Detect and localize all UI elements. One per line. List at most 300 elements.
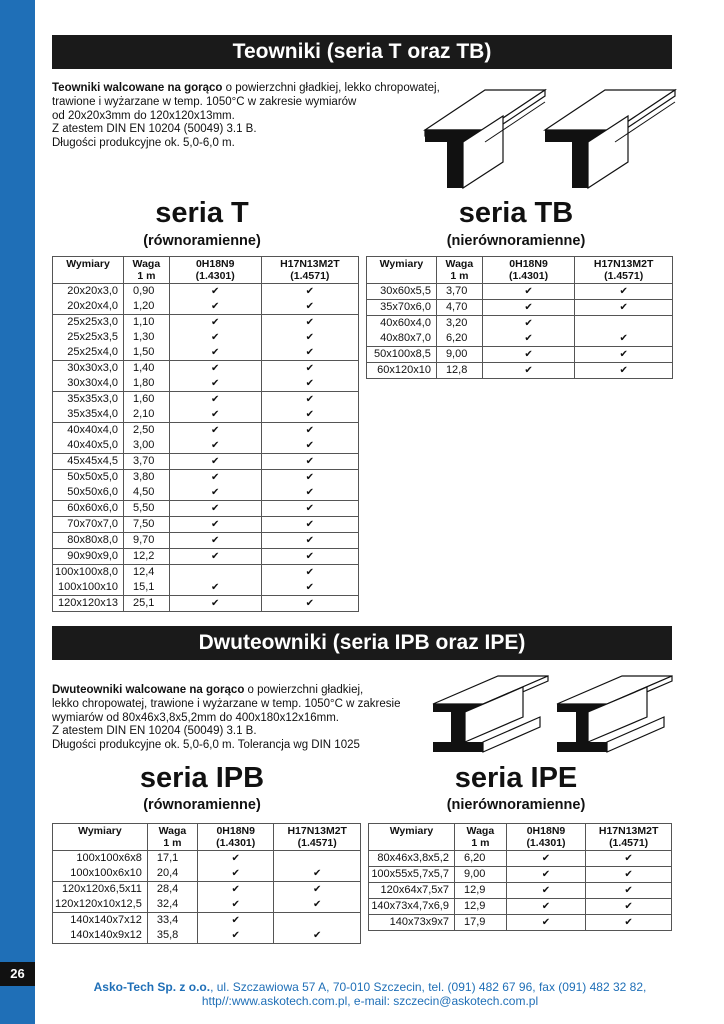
mat2-header-l1: H17N13M2T [280,258,340,270]
cell-dimensions: 120x120x10x12,5 [53,897,148,913]
series-tb-subtitle: (nierównoramienne) [446,233,586,249]
table-row [369,883,672,899]
check-icon: ✔ [624,901,633,912]
check-icon: ✔ [211,487,220,499]
cell-weight: 12,8 [436,363,482,379]
cell-dimensions: 40x40x4,0 [53,423,124,439]
cell-h17n13m2t [586,899,672,915]
check-icon: ✔ [305,440,315,452]
check-icon: ✔ [624,853,633,864]
cell-0h18n9 [482,347,575,363]
cell-h17n13m2t [261,580,358,596]
series-t-title: seria T [155,197,249,229]
cell-dimensions: 35x35x3,0 [53,392,124,408]
cell-0h18n9 [506,867,586,883]
weight-header-l2: 1 m [450,270,469,282]
intro-lead: Dwuteowniki walcowane na gorąco [52,684,245,696]
cell-dimensions: 80x46x3,8x5,2 [369,851,455,867]
mat2-header-l1: H17N13M2T [287,825,347,837]
cell-0h18n9 [169,315,261,331]
check-icon: ✔ [211,551,220,563]
check-icon: ✔ [305,301,315,312]
cell-dimensions: 100x100x6x8 [53,851,148,867]
check-icon: ✔ [305,425,315,437]
check-icon: ✔ [541,853,551,864]
cell-weight: 1,20 [124,299,170,315]
cell-h17n13m2t [274,897,361,913]
cell-weight: 4,50 [124,485,170,501]
cell-h17n13m2t [261,392,358,408]
cell-h17n13m2t [586,851,672,867]
check-icon: ✔ [305,567,315,579]
check-icon: ✔ [211,535,220,547]
cell-0h18n9 [506,883,586,899]
check-icon: ✔ [619,365,628,376]
col-header-0h18n9 [482,257,575,284]
cell-h17n13m2t [575,316,673,332]
table-row [367,331,673,347]
table-header-row [367,257,673,284]
table-body [53,851,361,944]
cell-0h18n9 [169,345,261,361]
company-name: Asko-Tech Sp. z o.o. [93,980,211,994]
check-icon: ✔ [211,456,220,468]
check-icon: ✔ [541,901,551,912]
cell-h17n13m2t [261,423,358,439]
check-icon: ✔ [305,503,315,515]
cell-0h18n9 [169,376,261,392]
col-header-h17n13m2t [575,257,673,284]
cell-0h18n9 [169,580,261,596]
col-header-dimensions: Wymiary [53,824,148,851]
check-icon: ✔ [211,409,220,421]
table-row [53,928,361,944]
col-header-weight [454,824,506,851]
cell-0h18n9 [482,316,575,332]
cell-weight: 2,10 [124,407,170,423]
table-row [367,316,673,332]
cell-0h18n9 [169,392,261,408]
cell-0h18n9 [169,596,261,612]
section-title-dwuteowniki: Dwuteowniki (seria IPB oraz IPE) [52,626,672,660]
check-icon: ✔ [305,535,315,547]
cell-h17n13m2t [261,284,358,300]
cell-h17n13m2t [261,517,358,533]
cell-weight: 4,70 [436,300,482,316]
cell-weight: 0,90 [124,284,170,300]
cell-dimensions: 140x140x7x12 [53,913,148,929]
cell-0h18n9 [198,897,274,913]
check-icon: ✔ [305,378,315,390]
mat1-header-l1: 0H18N9 [195,258,235,270]
table-row [53,407,359,423]
intro-line: wymiarów od 80x46x3,8x5,2mm do 400x180x12x16mm. [52,711,340,724]
col-header-0h18n9 [506,824,586,851]
check-icon: ✔ [541,917,551,928]
check-icon: ✔ [305,519,315,531]
cell-weight: 3,70 [124,454,170,470]
check-icon: ✔ [211,425,220,437]
intro-text: o powierzchni gładkiej, lekko chropowatej, [222,82,440,94]
intro-line: Z atestem DIN EN 10204 (50049) 3.1 B. [52,123,257,136]
cell-dimensions: 100x100x10 [53,580,124,596]
cell-weight: 5,50 [124,501,170,517]
cell-h17n13m2t [261,501,358,517]
cell-h17n13m2t [261,345,358,361]
cell-0h18n9 [169,407,261,423]
cell-0h18n9 [482,331,575,347]
check-icon: ✔ [231,899,240,910]
cell-h17n13m2t [575,347,673,363]
cell-0h18n9 [169,485,261,501]
cell-weight: 32,4 [147,897,197,913]
cell-weight: 7,50 [124,517,170,533]
check-icon: ✔ [211,317,220,328]
weight-header-l1: Waga [132,258,161,270]
check-icon: ✔ [211,301,220,312]
col-header-0h18n9 [198,824,274,851]
cell-dimensions: 25x25x3,5 [53,330,124,345]
cell-0h18n9 [169,470,261,486]
cell-0h18n9 [482,363,575,379]
table-series-ipb [52,823,361,944]
cell-weight: 1,80 [124,376,170,392]
cell-weight: 3,70 [436,284,482,300]
cell-dimensions: 35x35x4,0 [53,407,124,423]
check-icon: ✔ [541,885,551,896]
cell-h17n13m2t [261,376,358,392]
check-icon: ✔ [211,582,220,594]
weight-header-l2: 1 m [471,837,490,849]
cell-dimensions: 120x64x7,5x7 [369,883,455,899]
check-icon: ✔ [305,487,315,499]
check-icon: ✔ [305,472,315,484]
table-series-ipe [368,823,672,931]
check-icon: ✔ [211,347,220,359]
check-icon: ✔ [211,440,220,452]
cell-weight: 25,1 [124,596,170,612]
check-icon: ✔ [211,363,220,375]
cell-0h18n9 [506,899,586,915]
table-row [53,299,359,315]
table-row [369,867,672,883]
check-icon: ✔ [305,317,315,328]
cell-0h18n9 [506,915,586,931]
check-icon: ✔ [211,394,220,406]
cell-0h18n9 [169,454,261,470]
intro-line [52,684,400,698]
cell-dimensions: 100x100x8,0 [53,565,124,581]
series-t-subtitle: (równoramienne) [143,233,261,249]
check-icon: ✔ [231,884,240,895]
cell-weight: 9,00 [436,347,482,363]
cell-0h18n9 [169,299,261,315]
cell-h17n13m2t [261,470,358,486]
cell-h17n13m2t [274,866,361,882]
cell-weight: 1,40 [124,361,170,377]
mat1-header-l2: (1.4301) [508,270,549,282]
check-icon: ✔ [231,868,240,879]
cell-h17n13m2t [274,851,361,867]
cell-weight: 12,9 [454,899,506,915]
cell-0h18n9 [169,361,261,377]
cell-0h18n9 [198,913,274,929]
cell-0h18n9 [482,300,575,316]
tb-profile-illustration [535,80,715,195]
table-row [53,897,361,913]
table-row [369,851,672,867]
col-header-h17n13m2t [586,824,672,851]
check-icon: ✔ [313,930,322,941]
cell-dimensions: 40x40x5,0 [53,438,124,454]
check-icon: ✔ [624,885,633,896]
table-row [369,915,672,931]
weight-header-l2: 1 m [137,270,156,282]
check-icon: ✔ [524,302,533,313]
intro-line: Długości produkcyjne ok. 5,0-6,0 m. [52,137,235,150]
cell-dimensions: 50x100x8,5 [367,347,437,363]
intro-line: lekko chropowatej, trawione i wyżarzane w temp. 1050°C w zakresie [52,697,401,710]
cell-h17n13m2t [261,438,358,454]
cell-weight: 3,20 [436,316,482,332]
mat1-header-l1: 0H18N9 [526,825,566,837]
table-body [53,284,359,612]
col-header-dimensions: Wymiary [367,257,437,284]
footer-web-email[interactable]: http//:www.askotech.com.pl, e-mail: szczecin@askotech.com.pl [201,994,539,1008]
cell-dimensions: 35x70x6,0 [367,300,437,316]
cell-dimensions: 40x80x7,0 [367,331,437,347]
cell-h17n13m2t [586,867,672,883]
cell-weight: 1,30 [124,330,170,345]
table-row [53,517,359,533]
table-header-row [53,257,359,284]
mat1-header-l2: (1.4301) [195,270,235,282]
cell-dimensions: 140x140x9x12 [53,928,148,944]
cell-h17n13m2t [274,882,361,898]
check-icon: ✔ [619,349,628,360]
cell-dimensions: 50x50x6,0 [53,485,124,501]
table-series-t [52,256,359,612]
check-icon: ✔ [619,302,628,313]
section1-intro [52,82,440,151]
table-row [53,913,361,929]
check-icon: ✔ [619,286,628,297]
table-row [367,363,673,379]
cell-weight: 6,20 [454,851,506,867]
cell-dimensions: 120x120x13 [53,596,124,612]
left-sidebar-band [0,0,35,1024]
table-row [53,533,359,549]
cell-dimensions: 90x90x9,0 [53,549,124,565]
cell-weight: 17,9 [454,915,506,931]
cell-dimensions: 80x80x8,0 [53,533,124,549]
footer-line [50,980,690,994]
table-header-row [53,824,361,851]
cell-h17n13m2t [261,533,358,549]
series-ipe-subtitle: (nierównoramienne) [446,797,586,813]
check-icon: ✔ [313,899,322,910]
cell-h17n13m2t [261,454,358,470]
intro-line: trawione i wyżarzane w temp. 1050°C w zakresie wymiarów [52,95,357,108]
check-icon: ✔ [619,333,628,344]
cell-weight: 3,00 [124,438,170,454]
check-icon: ✔ [524,365,533,376]
cell-h17n13m2t [261,549,358,565]
cell-weight: 17,1 [147,851,197,867]
series-tb-title: seria TB [458,197,574,229]
cell-h17n13m2t [261,299,358,315]
cell-h17n13m2t [586,915,672,931]
col-header-dimensions: Wymiary [53,257,124,284]
cell-0h18n9 [169,284,261,300]
ipe-profile-illustration [552,672,702,762]
table-row [53,501,359,517]
cell-dimensions: 50x50x5,0 [53,470,124,486]
check-icon: ✔ [524,318,533,329]
series-ipb-subtitle: (równoramienne) [143,797,261,813]
check-icon: ✔ [524,286,533,297]
intro-line [52,82,440,96]
cell-h17n13m2t [261,565,358,581]
series-ipe-title: seria IPE [454,762,578,794]
weight-header-l2: 1 m [163,837,182,849]
cell-weight: 15,1 [124,580,170,596]
table-row [367,347,673,363]
cell-weight: 12,2 [124,549,170,565]
mat2-header-l2: (1.4571) [609,837,649,849]
cell-weight: 28,4 [147,882,197,898]
check-icon: ✔ [231,930,240,941]
cell-dimensions: 100x55x5,7x5,7 [369,867,455,883]
cell-dimensions: 40x60x4,0 [367,316,437,332]
table-row [53,580,359,596]
mat1-header-l1: 0H18N9 [509,258,548,270]
cell-0h18n9 [169,533,261,549]
table-row [53,470,359,486]
check-icon: ✔ [305,409,315,421]
cell-dimensions: 25x25x3,0 [53,315,124,331]
mat2-header-l1: H17N13M2T [593,258,654,270]
table-row [53,485,359,501]
cell-dimensions: 140x73x9x7 [369,915,455,931]
weight-header-l1: Waga [158,825,187,837]
check-icon: ✔ [305,456,315,468]
cell-0h18n9 [169,330,261,345]
mat1-header-l2: (1.4301) [526,837,566,849]
check-icon: ✔ [305,551,315,563]
check-icon: ✔ [211,598,220,610]
check-icon: ✔ [313,868,322,879]
check-icon: ✔ [305,347,315,359]
cell-dimensions: 140x73x4,7x6,9 [369,899,455,915]
intro-lead: Teowniki walcowane na gorąco [52,82,223,94]
check-icon: ✔ [313,884,322,895]
cell-h17n13m2t [261,407,358,423]
cell-0h18n9 [169,565,261,581]
section2-intro [52,684,400,753]
cell-0h18n9 [482,284,575,300]
series-ipb-title: seria IPB [139,762,265,794]
col-header-dimensions: Wymiary [369,824,455,851]
section-title-teowniki: Teowniki (seria T oraz TB) [52,35,672,69]
col-header-h17n13m2t [274,824,361,851]
page-number: 26 [0,962,35,986]
cell-0h18n9 [169,438,261,454]
cell-weight: 1,50 [124,345,170,361]
check-icon: ✔ [211,503,220,515]
check-icon: ✔ [211,519,220,531]
cell-weight: 9,00 [454,867,506,883]
intro-text: o powierzchni gładkiej, [244,684,364,696]
check-icon: ✔ [624,869,633,880]
cell-h17n13m2t [261,485,358,501]
cell-weight: 12,9 [454,883,506,899]
cell-dimensions: 45x45x4,5 [53,454,124,470]
mat1-header-l2: (1.4301) [216,837,256,849]
table-row [53,454,359,470]
check-icon: ✔ [211,286,220,297]
cell-dimensions: 120x120x6,5x11 [53,882,148,898]
cell-h17n13m2t [575,300,673,316]
cell-h17n13m2t [274,928,361,944]
footer [50,980,690,1008]
cell-0h18n9 [169,423,261,439]
cell-0h18n9 [198,851,274,867]
check-icon: ✔ [524,349,533,360]
cell-h17n13m2t [261,330,358,345]
col-header-weight [436,257,482,284]
check-icon: ✔ [211,378,220,390]
cell-0h18n9 [198,866,274,882]
cell-weight: 6,20 [436,331,482,347]
table-row [53,882,361,898]
cell-weight: 1,10 [124,315,170,331]
table-row [53,376,359,392]
check-icon: ✔ [305,332,315,344]
table-row [369,899,672,915]
table-row [53,565,359,581]
weight-header-l1: Waga [466,825,495,837]
cell-weight: 12,4 [124,565,170,581]
table-body [369,851,672,931]
check-icon: ✔ [305,598,315,610]
cell-dimensions: 30x30x3,0 [53,361,124,377]
table-row [53,596,359,612]
col-header-weight [147,824,197,851]
check-icon: ✔ [305,394,315,406]
cell-dimensions: 25x25x4,0 [53,345,124,361]
cell-h17n13m2t [261,596,358,612]
table-row [53,315,359,331]
check-icon: ✔ [524,333,533,344]
intro-line: Długości produkcyjne ok. 5,0-6,0 m. Tolerancja wg DIN 1025 [52,739,360,752]
table-row [53,866,361,882]
cell-0h18n9 [169,549,261,565]
cell-dimensions: 20x20x4,0 [53,299,124,315]
table-row [53,361,359,377]
cell-dimensions: 30x30x4,0 [53,376,124,392]
table-row [53,423,359,439]
cell-weight: 9,70 [124,533,170,549]
intro-line: od 20x20x3mm do 120x120x13mm. [52,109,235,122]
check-icon: ✔ [541,869,551,880]
table-header-row [369,824,672,851]
check-icon: ✔ [231,853,240,864]
cell-dimensions: 30x60x5,5 [367,284,437,300]
cell-h17n13m2t [575,363,673,379]
cell-weight: 1,60 [124,392,170,408]
check-icon: ✔ [211,472,220,484]
